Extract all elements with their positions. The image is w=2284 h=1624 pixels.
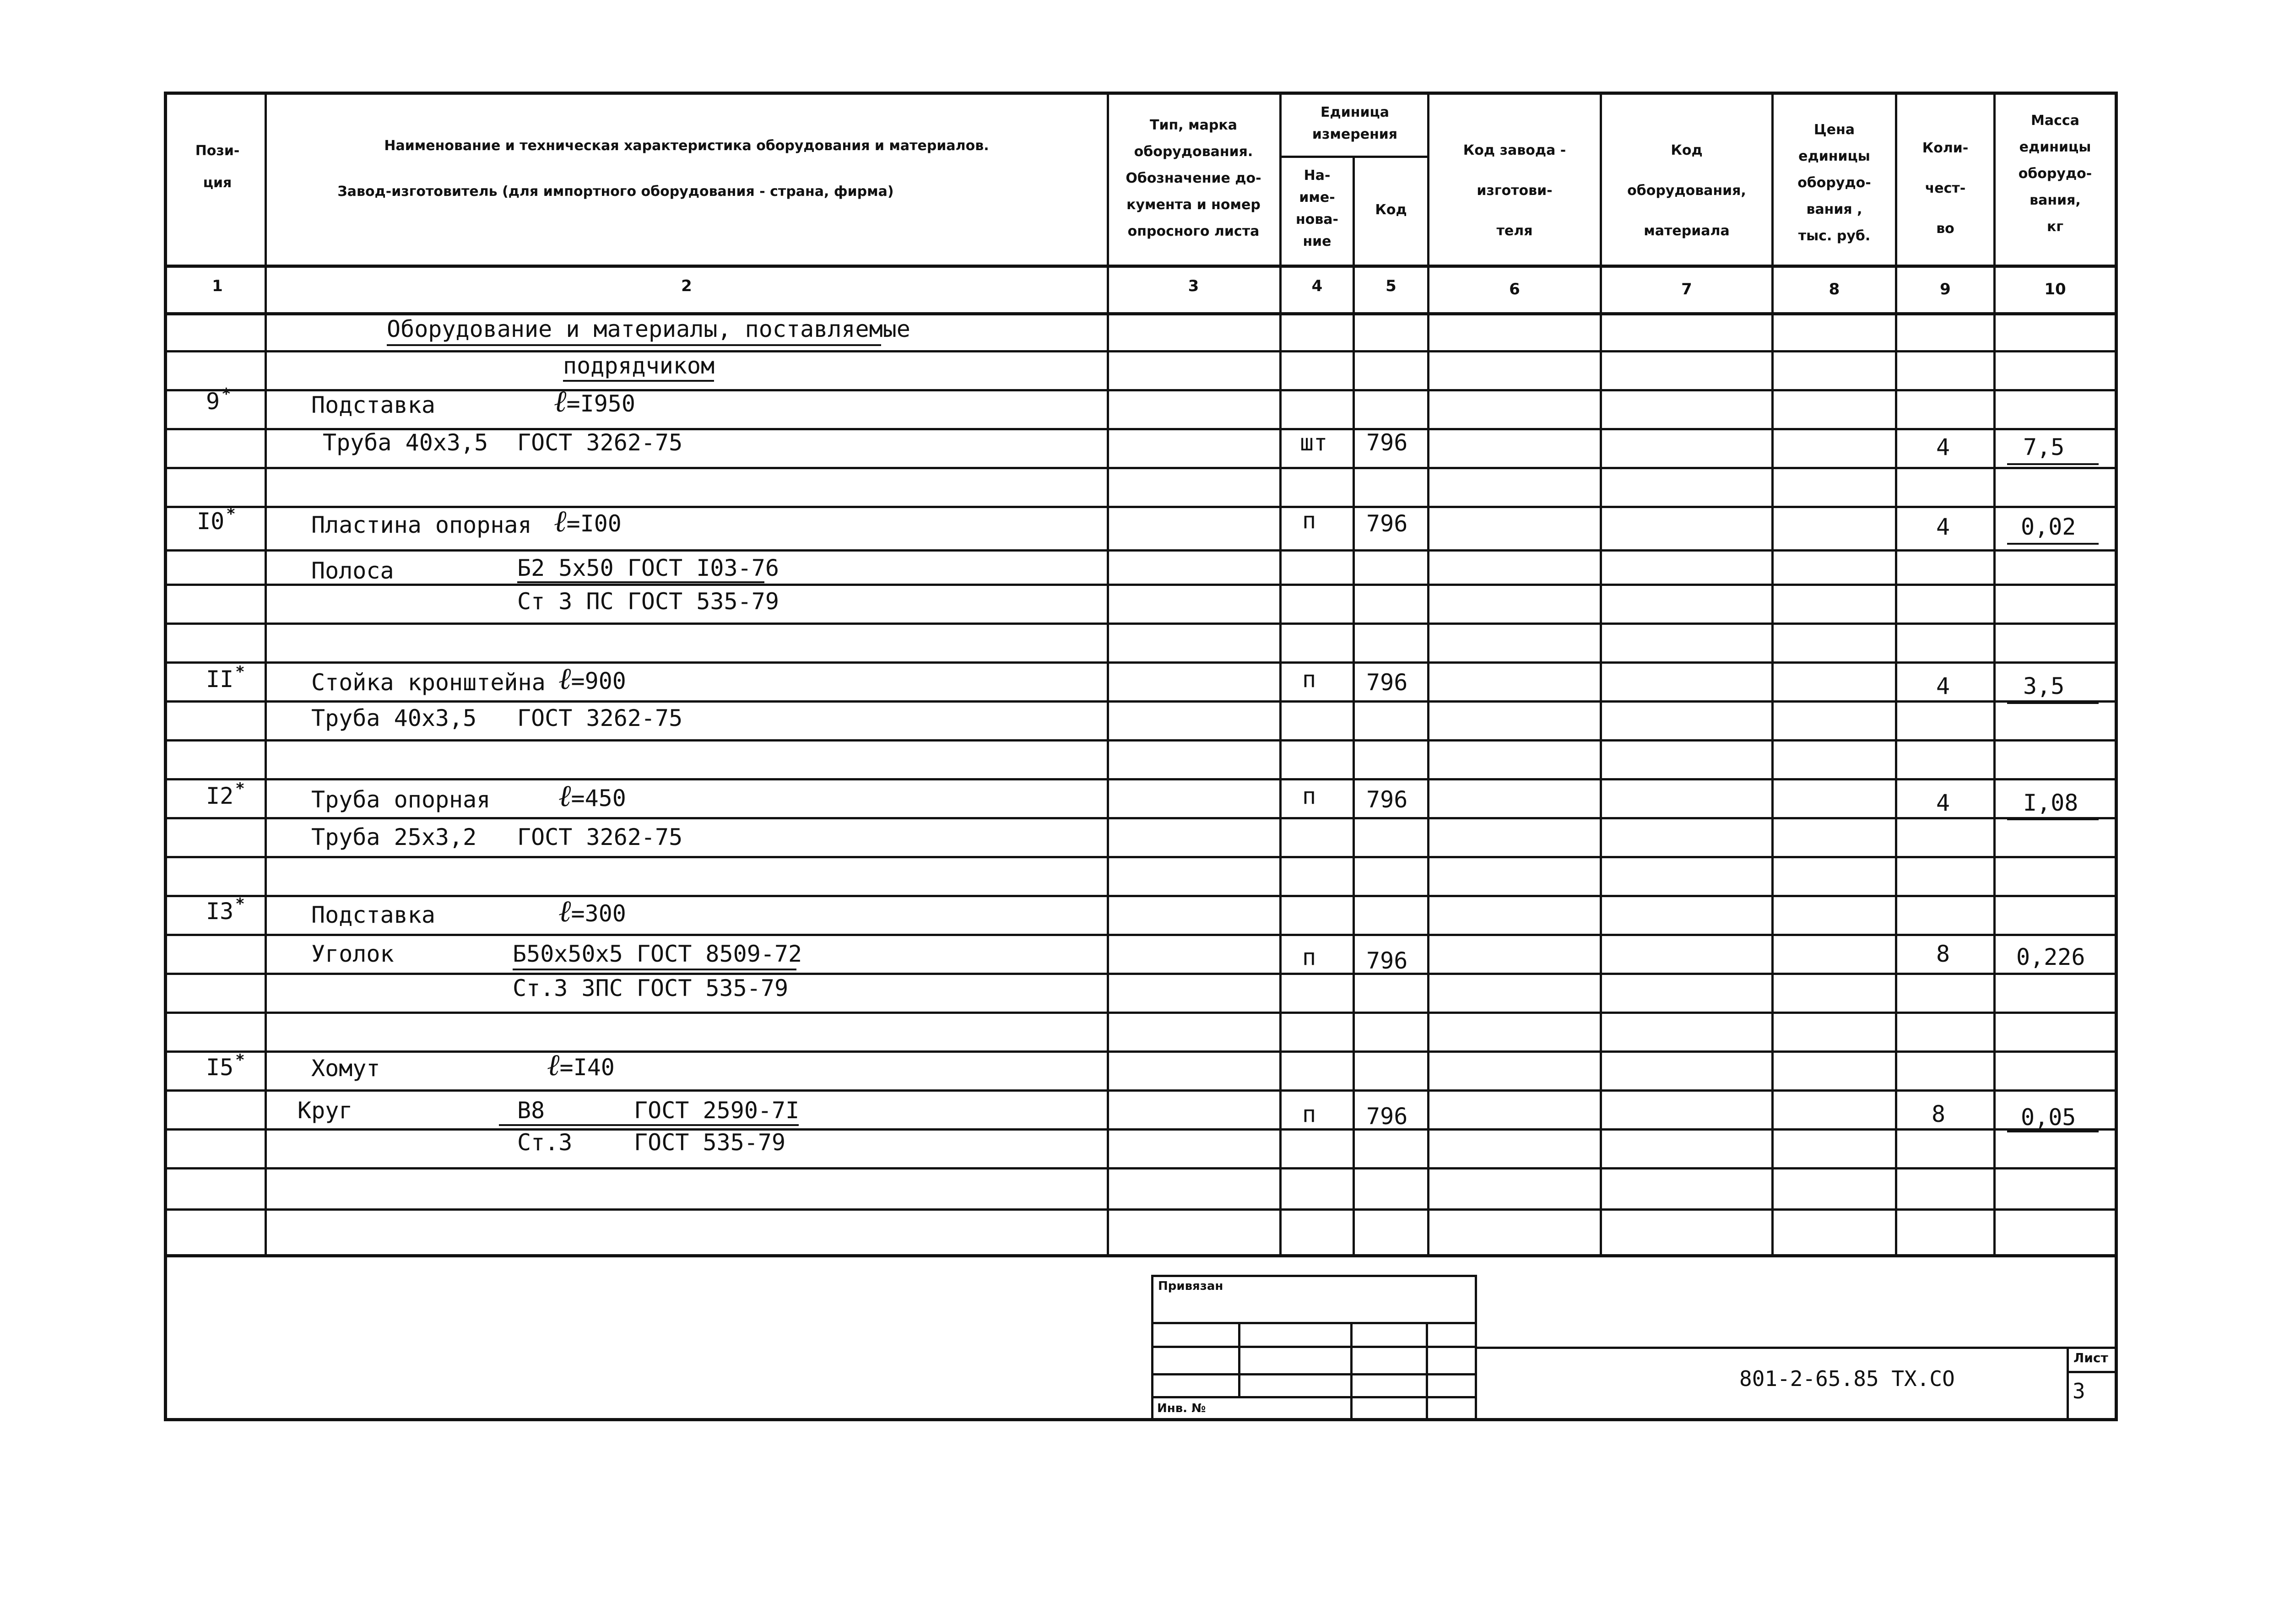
header-mass: Масса единицы оборудо- вания, кг xyxy=(2018,113,2092,235)
col-number: 9 xyxy=(1940,280,1951,298)
item-unit-code: 796 xyxy=(1366,669,1408,696)
item-material-std: Б50х50х5 ГОСТ 8509-72 xyxy=(513,941,802,967)
row-divider xyxy=(164,934,2117,936)
item-unit-code: 796 xyxy=(1366,947,1408,974)
stamp-sheet-label: Лист xyxy=(2073,1350,2108,1365)
row-divider xyxy=(164,1012,2117,1014)
item-quantity: 8 xyxy=(1936,941,1950,967)
header-type: Тип, марка оборудования. Обозначение до- кумента и номер опросного листа xyxy=(1126,117,1261,239)
item-quantity: 4 xyxy=(1936,434,1950,460)
item-position: I2 * xyxy=(206,780,245,809)
item-name: Стойка кронштейна xyxy=(311,669,546,696)
item-mass: 7,5 xyxy=(2023,434,2065,460)
header-name-line2: Завод-изготовитель (для импортного оборудования - страна, фирма) xyxy=(337,184,894,200)
item-name: Труба опорная xyxy=(311,786,491,813)
item-mass: I,08 xyxy=(2023,790,2078,816)
item-unit: п xyxy=(1302,944,1316,970)
item-unit: п xyxy=(1302,666,1316,693)
item-unit-code: 796 xyxy=(1366,510,1408,537)
row-divider xyxy=(164,1089,2117,1092)
stamp-bound: Привязан xyxy=(1158,1279,1223,1293)
row-divider xyxy=(164,584,2117,586)
row-divider xyxy=(164,700,2117,703)
item-material-std: ГОСТ 3262-75 xyxy=(517,429,683,456)
header-unit-group: Единица измерения xyxy=(1312,104,1398,142)
item-quantity: 8 xyxy=(1932,1101,1946,1127)
item-material: Труба 40х3,5 xyxy=(323,429,488,456)
stamp-doc-code: 801-2-65.85 ТХ.СО xyxy=(1739,1366,1955,1391)
item-material-std2: Ст 3 ПС ГОСТ 535-79 xyxy=(517,588,779,615)
item-unit: шт xyxy=(1300,429,1328,456)
item-mass: 0,05 xyxy=(2021,1104,2076,1131)
item-unit-code: 796 xyxy=(1366,786,1408,813)
item-position: I5 * xyxy=(206,1051,245,1081)
item-unit-code: 796 xyxy=(1366,1103,1408,1130)
item-name: Подставка xyxy=(311,392,435,418)
header-unit-code: Код xyxy=(1375,202,1407,218)
row-divider xyxy=(164,623,2117,625)
item-position: 9 * xyxy=(206,385,231,415)
item-material: Уголок xyxy=(311,941,394,967)
col-number: 3 xyxy=(1188,277,1199,295)
header-name-line1: Наименование и техническая характеристика оборудования и материалов. xyxy=(384,138,989,154)
row-divider xyxy=(164,1050,2117,1053)
row-divider xyxy=(164,350,2117,352)
header-quantity: Коли- чест- во xyxy=(1922,140,1969,237)
item-material: Полоса xyxy=(311,558,394,584)
item-length: ℓ=I950 xyxy=(554,384,636,419)
item-mass: 0,226 xyxy=(2016,944,2085,970)
item-name: Хомут xyxy=(311,1055,380,1082)
section-title-line2: подрядчиком xyxy=(563,352,715,379)
row-divider xyxy=(164,973,2117,975)
row-divider xyxy=(164,778,2117,780)
row-divider xyxy=(164,661,2117,664)
item-length: ℓ=450 xyxy=(558,778,626,813)
stamp-sheet-number: 3 xyxy=(2073,1379,2085,1403)
col-number: 4 xyxy=(1311,277,1323,295)
col-number: 10 xyxy=(2044,280,2066,298)
item-quantity: 4 xyxy=(1936,790,1950,816)
item-material-std: В8 xyxy=(517,1097,545,1124)
item-position: I0 * xyxy=(197,505,236,535)
item-quantity: 4 xyxy=(1936,514,1950,540)
item-material-std2: Ст.3 ЗПС ГОСТ 535-79 xyxy=(513,975,789,1001)
item-material-std2: Ст.3 xyxy=(517,1129,573,1156)
row-divider xyxy=(164,1167,2117,1169)
row-divider xyxy=(164,1128,2117,1131)
item-unit-code: 796 xyxy=(1366,429,1408,456)
item-length: ℓ=900 xyxy=(558,661,626,696)
item-unit: п xyxy=(1302,1101,1316,1127)
header-unit-name: На- име- нова- ние xyxy=(1295,168,1339,249)
item-material-std: ГОСТ 3262-75 xyxy=(517,705,683,731)
item-mass: 0,02 xyxy=(2021,514,2076,540)
header-price: Цена единицы оборудо- вания , тыс. руб. xyxy=(1797,122,1871,244)
item-length: ℓ=I40 xyxy=(547,1047,615,1083)
item-unit: п xyxy=(1302,507,1316,534)
row-divider xyxy=(164,817,2117,819)
col-number: 1 xyxy=(212,277,223,295)
item-material-std-b: ГОСТ 2590-7I xyxy=(634,1097,800,1124)
item-material: Труба 40х3,5 xyxy=(311,705,477,731)
item-material-std2-b: ГОСТ 535-79 xyxy=(634,1129,786,1156)
item-unit: п xyxy=(1302,783,1316,809)
row-divider xyxy=(164,856,2117,858)
item-mass: 3,5 xyxy=(2023,673,2065,699)
row-divider xyxy=(164,467,2117,469)
row-divider xyxy=(164,549,2117,552)
row-divider xyxy=(164,506,2117,508)
item-length: ℓ=I00 xyxy=(554,503,622,539)
item-length: ℓ=300 xyxy=(558,893,626,929)
stamp-inventory: Инв. № xyxy=(1157,1402,1206,1415)
item-position: I3 * xyxy=(206,895,245,925)
row-divider xyxy=(164,389,2117,391)
col-number: 5 xyxy=(1386,277,1396,295)
item-material-std: Б2 5х50 ГОСТ I03-76 xyxy=(517,555,779,581)
item-material-std: ГОСТ 3262-75 xyxy=(517,824,683,850)
header-equipment-code: Код оборудования, материала xyxy=(1627,142,1746,239)
row-divider xyxy=(164,1208,2117,1211)
item-material: Круг xyxy=(298,1097,353,1124)
row-divider xyxy=(164,739,2117,742)
section-title-line1: Оборудование и материалы, поставляемые xyxy=(387,316,910,342)
item-name: Подставка xyxy=(311,902,435,928)
col-number: 2 xyxy=(681,277,692,295)
col-number: 8 xyxy=(1829,280,1840,298)
item-name: Пластина опорная xyxy=(311,512,532,538)
col-number: 7 xyxy=(1681,280,1692,298)
col-number: 6 xyxy=(1509,280,1520,298)
item-quantity: 4 xyxy=(1936,673,1950,699)
item-position: II * xyxy=(206,663,245,693)
header-position: Пози- ция xyxy=(195,143,240,191)
item-material: Труба 25х3,2 xyxy=(311,824,477,850)
row-divider xyxy=(164,895,2117,897)
header-factory-code: Код завода - изготови- теля xyxy=(1463,142,1566,239)
